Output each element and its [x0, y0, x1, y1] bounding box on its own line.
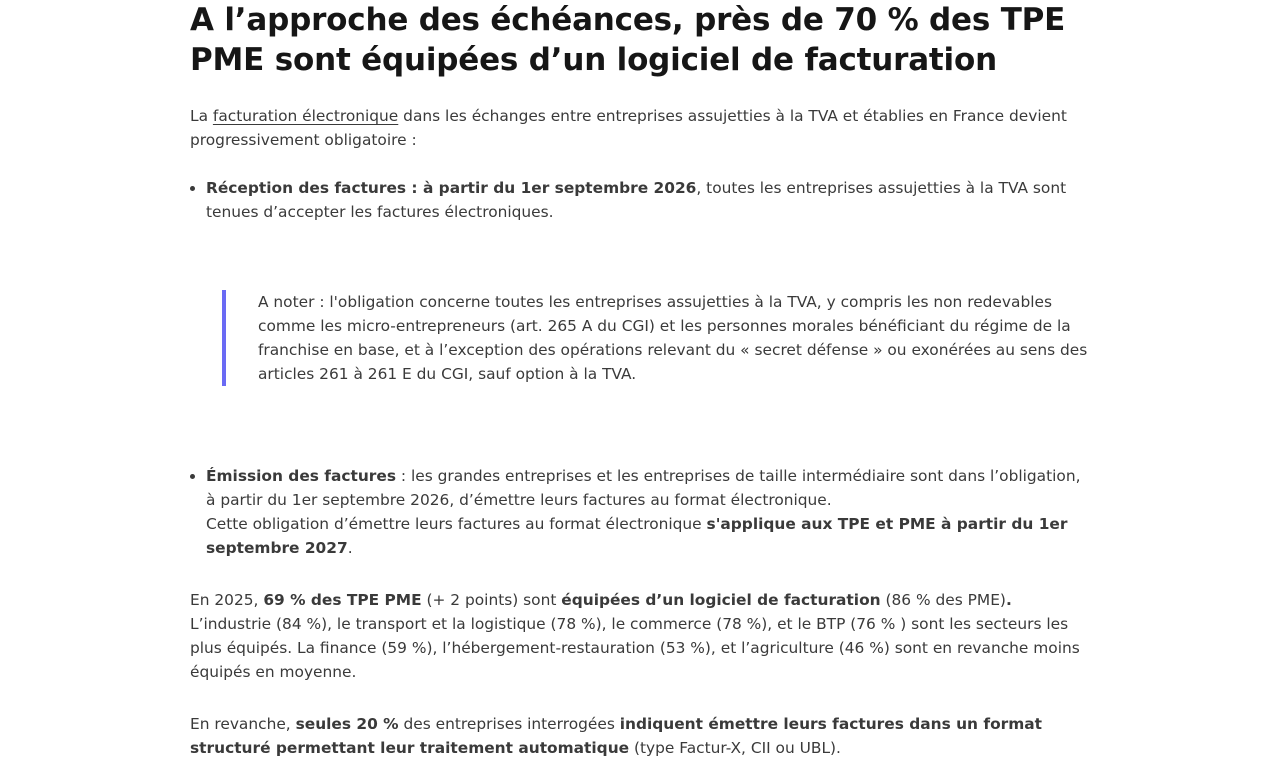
- bullet-list-reception: [190, 176, 1090, 224]
- stats-b2: équipées d’un logiciel de facturation: [561, 591, 881, 609]
- format-t3: (type Factur-X, CII ou UBL).: [629, 739, 841, 757]
- stats-t3: (86 % des PME): [880, 591, 1006, 609]
- article-content: [190, 0, 1090, 760]
- intro-prefix: La: [190, 107, 213, 125]
- stats-t4: L’industrie (84 %), le transport et la logistique (78 %), le commerce (78 %), et le BTP (76 % ) sont les secteurs les plus équipés. La finance (59 %), l’hébergement-restauration (53 %), et l’agriculture (46 %) sont en revanche moins équipés en moyenne.: [190, 615, 1080, 681]
- emission-text: : les grandes entreprises et les entreprises de taille intermédiaire sont dans l’obligation, à partir du 1er septembre 2026, d’émettre leurs factures au format électronique.: [206, 467, 1081, 509]
- note-callout: [222, 290, 1090, 386]
- stats-t1: En 2025,: [190, 591, 264, 609]
- stats-paragraph: [190, 588, 1090, 684]
- emission-line2-bold: s'applique aux TPE et PME à partir du 1er septembre 2027: [206, 515, 1068, 557]
- reception-text: , toutes les entreprises assujetties à la TVA sont tenues d’accepter les factures électroniques.: [206, 179, 1067, 221]
- format-b2: indiquent émettre leurs factures dans un format structuré permettant leur traitement automatique: [190, 715, 1043, 757]
- intro-suffix: dans les échanges entre entreprises assujetties à la TVA et établies en France devient progressivement obligatoire :: [190, 107, 1067, 149]
- list-item-reception: [206, 176, 1090, 224]
- bullet-list-emission: [190, 464, 1090, 560]
- emission-line2-prefix: Cette obligation d’émettre leurs factures au format électronique: [206, 515, 707, 533]
- stats-t2: (+ 2 points) sont: [421, 591, 562, 609]
- intro-paragraph: [190, 104, 1090, 152]
- note-text: A noter : l'obligation concerne toutes les entreprises assujetties à la TVA, y compris les non redevables comme les micro-entrepreneurs (art. 265 A du CGI) et les personnes morales bénéficiant du régime de la franchise en base, et à l’exception des opérations relevant du « secret défense » ou exonérées au sens des articles 261 à 261 E du CGI, sauf option à la TVA.: [258, 293, 1088, 383]
- stats-b3: .: [1005, 591, 1012, 609]
- stats-b1: 69 % des TPE PME: [263, 591, 422, 609]
- list-item-emission: [206, 464, 1090, 560]
- format-t1: En revanche,: [190, 715, 296, 733]
- format-paragraph: [190, 712, 1090, 760]
- reception-bold: Réception des factures : à partir du 1er septembre 2026: [206, 179, 697, 197]
- emission-line2-suffix: .: [347, 539, 353, 557]
- electronic-invoicing-link[interactable]: facturation électronique: [212, 107, 399, 125]
- format-b1: seules 20 %: [295, 715, 399, 733]
- emission-bold: Émission des factures: [206, 467, 396, 485]
- format-t2: des entreprises interrogées: [398, 715, 620, 733]
- page-title: A l’approche des échéances, près de 70 % des TPE PME sont équipées d’un logiciel de facturation: [190, 2, 1066, 78]
